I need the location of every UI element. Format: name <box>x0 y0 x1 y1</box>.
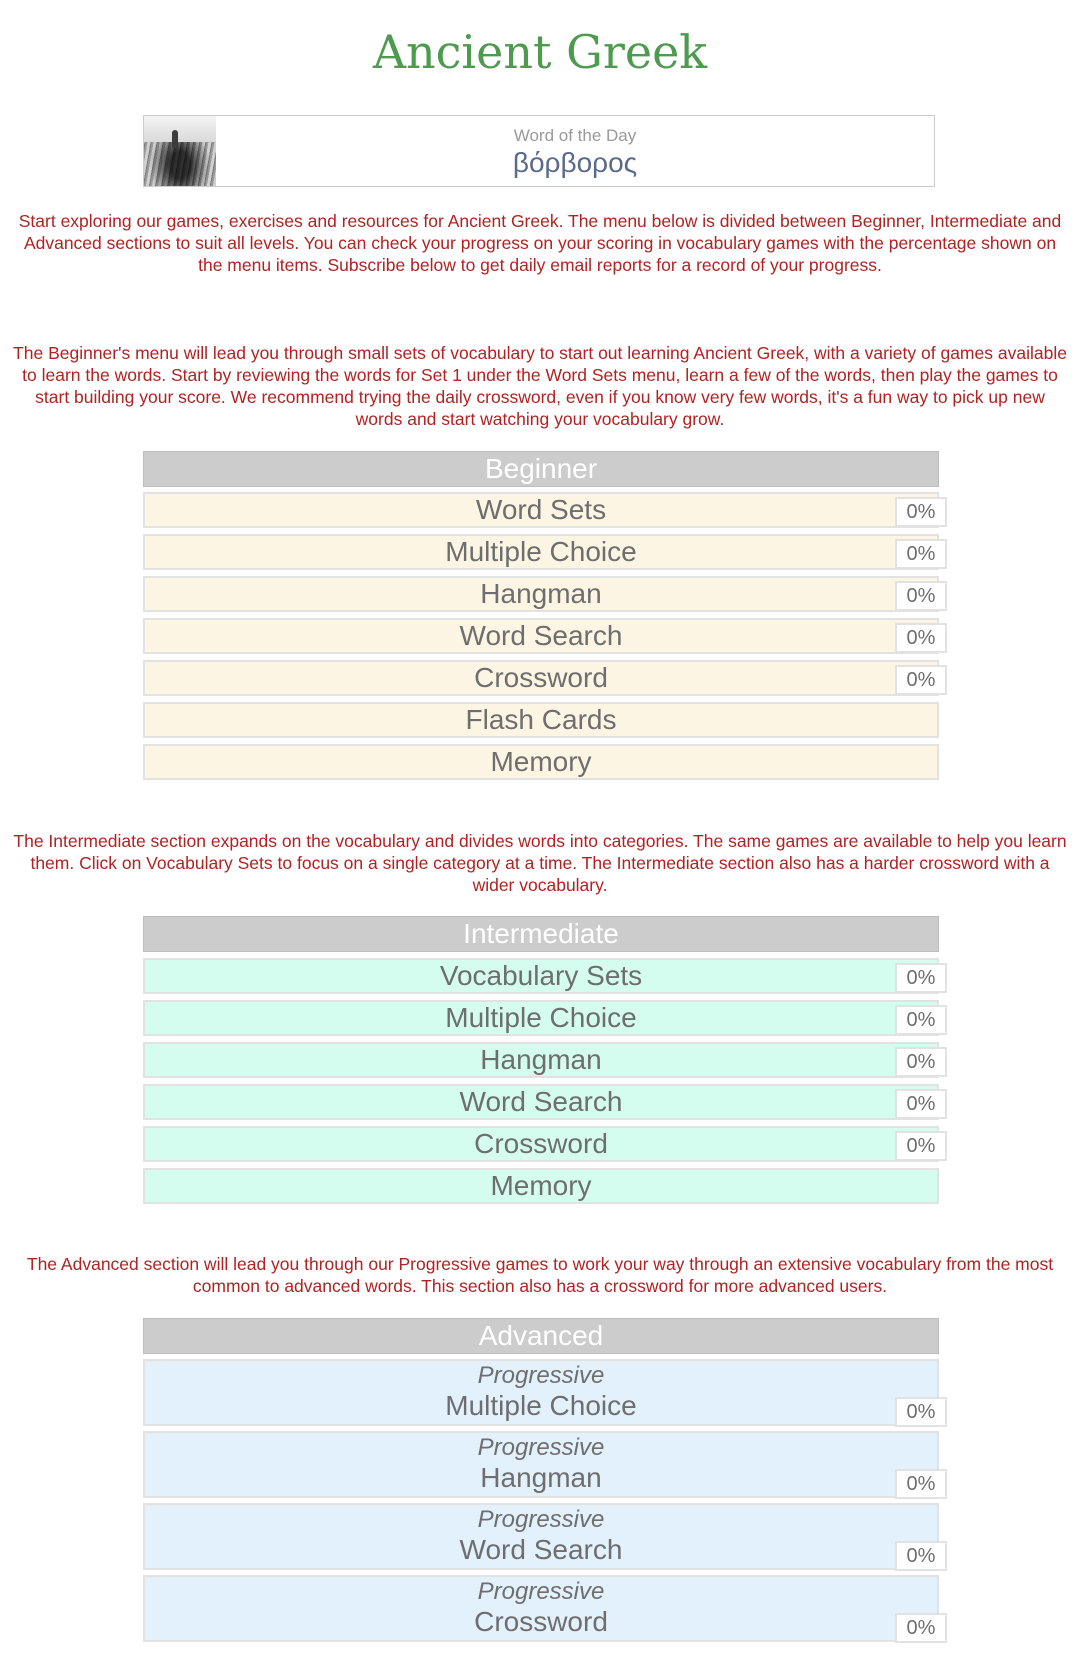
menu-item-label: Crossword <box>474 662 608 693</box>
word-of-the-day-panel[interactable] <box>143 115 935 187</box>
menu-item-label: Memory <box>490 1170 592 1201</box>
menu-item-prefix: Progressive <box>477 1578 605 1605</box>
menu-item-label: Multiple Choice <box>445 536 637 567</box>
page-title: Ancient Greek <box>372 25 708 79</box>
intro-text: Start exploring our games, exercises and resources for Ancient Greek. The menu below is divided between Beginner, Intermediate and Advanced sections to suit all levels. You can check your progress on your scoring in vocabulary games with the percentage shown on the menu items. Subscribe below to get daily email reports for a record of your progress. <box>18 211 1062 275</box>
intermediate-multiple-choice[interactable] <box>143 1000 939 1036</box>
beginner-header: Beginner <box>143 451 939 487</box>
beginner-flash-cards[interactable] <box>143 702 939 738</box>
word-of-the-day-image <box>144 116 216 186</box>
advanced-progressive-crossword[interactable] <box>143 1575 939 1642</box>
advanced-header: Advanced <box>143 1318 939 1354</box>
word-of-the-day-label: Word of the Day <box>513 126 637 145</box>
beginner-hangman[interactable] <box>143 576 939 612</box>
beginner-description: The Beginner's menu will lead you through small sets of vocabulary to start out learning Ancient Greek, with a variety of games available to learn the words. Start by reviewing the words for Set 1 under the Word Sets menu, learn a few of the words, then play the games to start building your score. We recommend trying the daily crossword, even if you know very few words, it's a fun way to pick up new words and start watching your vocabulary grow. <box>13 343 1067 429</box>
menu-item-prefix: Progressive <box>477 1362 605 1389</box>
advanced-progressive-word-search[interactable] <box>143 1503 939 1570</box>
menu-item-label: Crossword <box>474 1128 608 1159</box>
beginner-word-sets-score: 0% <box>895 497 947 527</box>
menu-item-label: Word Search <box>459 1086 623 1117</box>
intermediate-hangman-score: 0% <box>895 1047 947 1077</box>
menu-item-prefix: Progressive <box>477 1506 605 1533</box>
menu-item-label: Word Search <box>459 620 623 651</box>
beginner-multiple-choice[interactable] <box>143 534 939 570</box>
beginner-multiple-choice-score: 0% <box>895 539 947 569</box>
intermediate-memory[interactable] <box>143 1168 939 1204</box>
advanced-multiple-choice-score: 0% <box>895 1397 947 1427</box>
advanced-crossword-score: 0% <box>895 1613 947 1643</box>
advanced-progressive-multiple-choice[interactable] <box>143 1359 939 1426</box>
beginner-crossword-score: 0% <box>895 665 947 695</box>
intermediate-description: The Intermediate section expands on the vocabulary and divides words into categories. The same games are available to help you learn them. Click on Vocabulary Sets to focus on a single category at a time. The Intermediate section also has a harder crossword with a wider vocabulary. <box>13 831 1067 895</box>
intermediate-word-search[interactable] <box>143 1084 939 1120</box>
menu-item-label: Word Sets <box>475 494 607 525</box>
menu-item-label: Multiple Choice <box>445 1002 637 1033</box>
menu-item-label: Hangman <box>480 1462 602 1493</box>
intermediate-multiple-choice-score: 0% <box>895 1005 947 1035</box>
intermediate-crossword[interactable] <box>143 1126 939 1162</box>
intermediate-header: Intermediate <box>143 916 939 952</box>
intermediate-word-search-score: 0% <box>895 1089 947 1119</box>
beginner-memory[interactable] <box>143 744 939 780</box>
beginner-word-search-score: 0% <box>895 623 947 653</box>
menu-item-label: Multiple Choice <box>445 1390 637 1421</box>
beginner-word-search[interactable] <box>143 618 939 654</box>
beginner-hangman-score: 0% <box>895 581 947 611</box>
menu-item-label: Memory <box>490 746 592 777</box>
menu-item-label: Hangman <box>480 578 602 609</box>
intermediate-hangman[interactable] <box>143 1042 939 1078</box>
menu-item-prefix: Progressive <box>477 1434 605 1461</box>
menu-item-label: Vocabulary Sets <box>439 960 643 991</box>
intermediate-vocabulary-sets[interactable] <box>143 958 939 994</box>
menu-item-label: Flash Cards <box>465 704 617 735</box>
advanced-description: The Advanced section will lead you through our Progressive games to work your way through an extensive vocabulary from the most common to advanced words. This section also has a crossword for more advanced users. <box>26 1254 1054 1296</box>
intermediate-vocabulary-sets-score: 0% <box>895 963 947 993</box>
intermediate-crossword-score: 0% <box>895 1131 947 1161</box>
menu-item-label: Word Search <box>459 1534 623 1565</box>
beginner-crossword[interactable] <box>143 660 939 696</box>
advanced-progressive-hangman[interactable] <box>143 1431 939 1498</box>
advanced-word-search-score: 0% <box>895 1541 947 1571</box>
beginner-word-sets[interactable] <box>143 492 939 528</box>
menu-item-label: Hangman <box>480 1044 602 1075</box>
word-of-the-day-word[interactable]: βόρβορος <box>512 147 638 178</box>
advanced-hangman-score: 0% <box>895 1469 947 1499</box>
menu-item-label: Crossword <box>474 1606 608 1637</box>
